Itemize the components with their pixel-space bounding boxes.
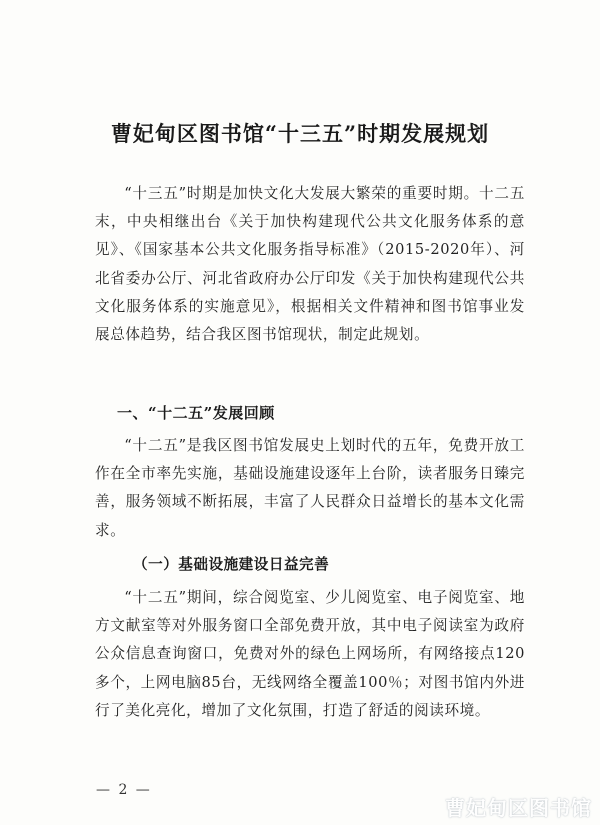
subsection-heading-infrastructure: （一）基础设施建设日益完善 (133, 556, 330, 573)
review-paragraph: “十二五”是我区图书馆发展史上划时代的五年，免费开放工作在全市率先实施，基础设施建设逐年上台阶，读者服务日臻完善，服务领域不断拓展，丰富了人民群众日益增长的基本文化需求。 (95, 437, 525, 539)
intro-paragraph: “十三五”时期是加快文化大发展大繁荣的重要时期。十二五末，中央相继出台《关于加快构建现代公共文化服务体系的意见》、《国家基本公共文化服务指导标准》（2015-2020年）、河北省委办公厅、河北省政府办公厅印发《关于加快构建现代公共文化服务体系的实施意见》，根据相关文件精神和图书馆事业发展总体趋势，结合我区图书馆现状，制定此规划。 (95, 185, 525, 344)
document-title: 曹妃甸区图书馆“十三五”时期发展规划 (110, 121, 490, 146)
library-watermark: 曹妃甸区图书馆 (445, 796, 592, 820)
page-number: — 2 — (96, 782, 152, 798)
infrastructure-paragraph: “十二五”期间，综合阅览室、少儿阅览室、电子阅览室、地方文献室等对外服务窗口全部免费开放，其中电子阅读室为政府公众信息查询窗口，免费对外的绿色上网场所，有网络接点120多个，上网电脑85台，无线网络全覆盖100％；对图书馆内外进行了美化亮化，增加了文化氛围，打造了舒适的阅读环境。 (95, 589, 525, 719)
section-heading-review: 一、“十二五”发展回顾 (117, 404, 275, 422)
